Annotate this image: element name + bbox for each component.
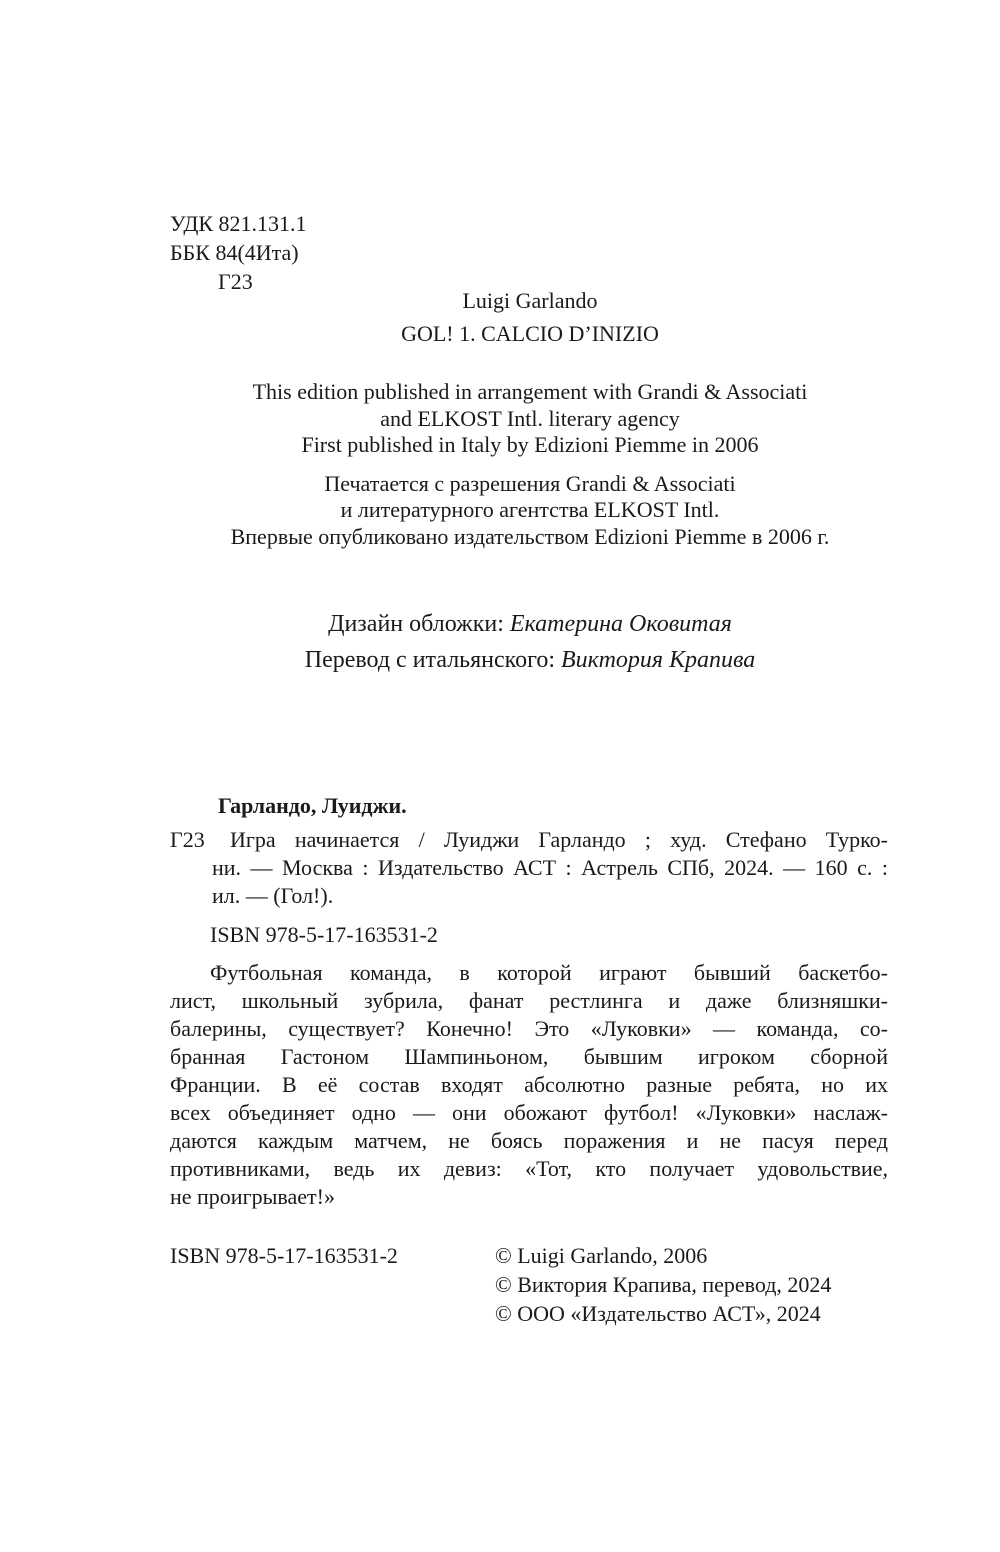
catalog-line: Игра начинается / Луиджи Гарландо ; худ. Стефано Турко- [230, 827, 888, 852]
rights-en-line: First published in Italy by Edizioni Piemme in 2006 [301, 432, 759, 457]
annotation-line: балерины, существует? Конечно! Это «Луковки» — команда, со- [170, 1016, 888, 1041]
credit-name: Виктория Крапива [561, 647, 756, 673]
annotation-line: противниками, ведь их девиз: «Тот, кто получает удовольствие, [170, 1156, 888, 1181]
credit-role: Дизайн обложки: [328, 611, 504, 637]
copyright-line: © ООО «Издательство АСТ», 2024 [495, 1301, 821, 1326]
udk-code: УДК 821.131.1 [170, 211, 307, 236]
catalog-mark: Г23 [170, 827, 205, 852]
copyright-line: © Luigi Garlando, 2006 [495, 1243, 708, 1268]
copyright-line: © Виктория Крапива, перевод, 2024 [495, 1272, 832, 1297]
author-mark: Г23 [218, 269, 253, 294]
credit-translation [0, 646, 1000, 674]
annotation-line: Франции. В её состав входят абсолютно разные ребята, но их [170, 1072, 888, 1097]
original-title: GOL! 1. CALCIO D’INIZIO [401, 321, 659, 346]
bbk-code: ББК 84(4Ита) [170, 240, 299, 265]
credit-role: Перевод с итальянского: [304, 647, 556, 673]
credit-cover-design [0, 610, 1000, 638]
annotation-line: даются каждым матчем, не боясь поражения и не пасуя перед [170, 1128, 888, 1153]
rights-en-line: This edition published in arrangement with Grandi & Associati [252, 379, 808, 404]
annotation-line: лист, школьный зубрила, фанат рестлинга и даже близняшки- [170, 988, 888, 1013]
rights-ru-line: Впервые опубликовано издательством Edizioni Piemme в 2006 г. [230, 524, 830, 549]
catalog-line: ил. — (Гол!). [212, 883, 334, 908]
catalog-heading: Гарландо, Луиджи. [218, 793, 407, 818]
catalog-line: ни. — Москва : Издательство АСТ : Астрель СПб, 2024. — 160 с. : [212, 855, 888, 880]
annotation-line: не проигрывает!» [170, 1184, 335, 1209]
original-author: Luigi Garlando [462, 288, 598, 313]
catalog-isbn: ISBN 978-5-17-163531-2 [210, 922, 438, 947]
rights-ru-line: Печатается с разрешения Grandi & Associati [324, 471, 736, 496]
footer-isbn: ISBN 978-5-17-163531-2 [170, 1243, 398, 1268]
annotation-line: Футбольная команда, в которой играют бывший баскетбо- [210, 960, 888, 985]
rights-en-line: and ELKOST Intl. literary agency [380, 406, 680, 431]
annotation-line: всех объединяет одно — они обожают футбол! «Луковки» наслаж- [170, 1100, 888, 1125]
credit-name: Екатерина Оковитая [509, 611, 732, 637]
annotation-line: бранная Гастоном Шампиньоном, бывшим игроком сборной [170, 1044, 888, 1069]
rights-ru-line: и литературного агентства ELKOST Intl. [340, 497, 720, 522]
